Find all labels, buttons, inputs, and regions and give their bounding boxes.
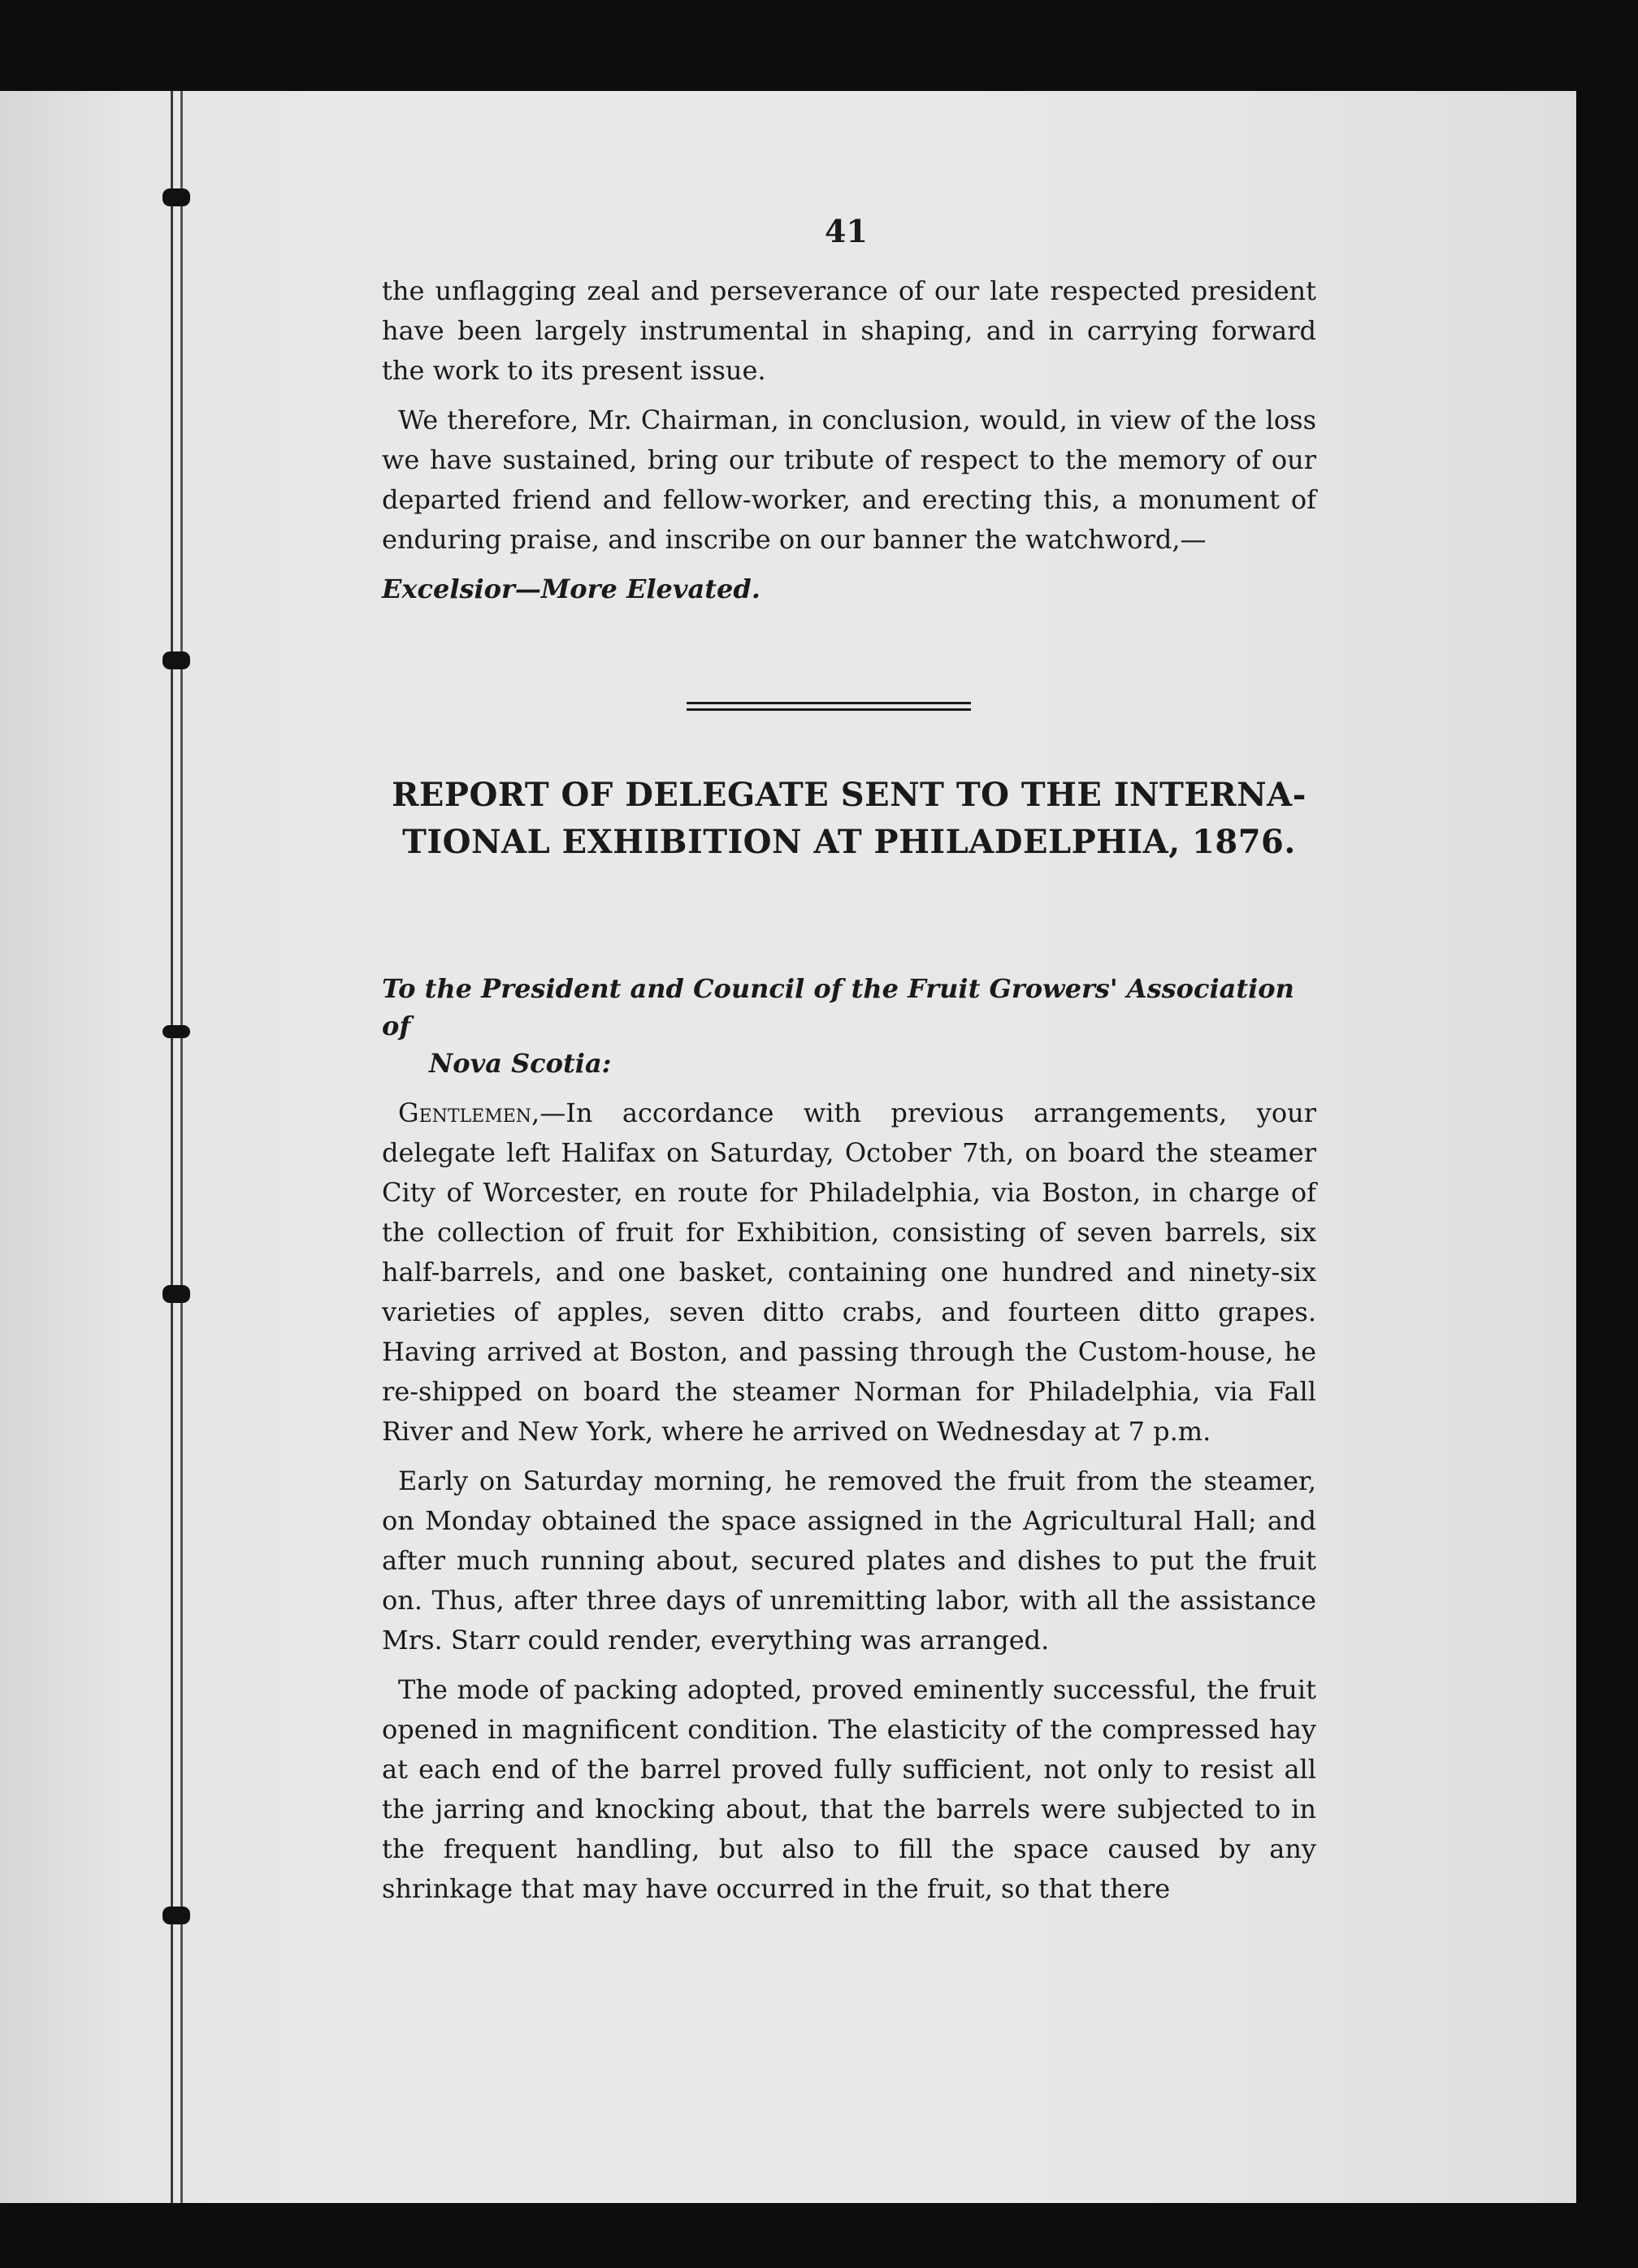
paragraph: the unflagging zeal and perseverance of our late respected president have been largely instrumental in shaping, and in carrying forward the work to its present issue.: [382, 275, 1316, 386]
report-heading: [374, 772, 1324, 866]
stitched-binding: [159, 91, 198, 2203]
binding-knot: [162, 1285, 190, 1303]
page-number: 41: [825, 213, 868, 249]
paragraph: We therefore, Mr. Chairman, in conclusion, would, in view of the loss we have sustained, bring our tribute of respect to the memory of our departed friend and fellow-worker, and erecting this, a monument of enduring praise, and inscribe on our banner the watchword,—: [382, 405, 1316, 555]
salutation-line: Nova Scotia:: [429, 1048, 612, 1079]
paragraph-text: —In accordance with previous arrangements, your delegate left Halifax on Saturday, October 7th, on board the steamer City of Worcester, en route for Philadelphia, via Boston, in charge of the collection of fruit for Exhibition, consisting of seven barrels, six half-barrels, and one basket, containing one hundred and ninety-six varieties of apples, seven ditto crabs, and fourteen ditto grapes. Having arrived at Boston, and passing through the Custom-house, he re-shipped on board the steamer Norman for Philadelphia, via Fall River and New York, where he arrived on Wednesday at 7 p.m.: [382, 1097, 1316, 1447]
binding-knot: [162, 1907, 190, 1924]
paragraph: [382, 1093, 1316, 1452]
salutation: [382, 970, 1316, 1082]
binding-knot: [162, 651, 190, 669]
paragraph: The mode of packing adopted, proved eminently successful, the fruit opened in magnificent condition. The elasticity of the compressed hay at each end of the barrel proved fully sufficient, not only to resist all the jarring and knocking about, that the barrels were subjected to in the frequent handling, but also to fill the space caused by any shrinkage that may have occurred in the fruit, so that there: [382, 1674, 1316, 1904]
binding-thread: [180, 91, 183, 2203]
paragraph: Early on Saturday morning, he removed the fruit from the steamer, on Monday obtained the space assigned in the Agricultural Hall; and after much running about, secured plates and dishes to put the fruit on. Thus, after three days of unremitting labor, with all the assistance Mrs. Starr could render, everything was arranged.: [382, 1465, 1316, 1656]
report-body: [382, 970, 1316, 1919]
gentlemen-address: Gentlemen,: [398, 1097, 540, 1128]
closing-watchword: Excelsior—More Elevated.: [382, 573, 760, 604]
salutation-line: To the President and Council of the Fruit Growers' Association of: [382, 973, 1294, 1041]
previous-section-text: [382, 271, 1316, 609]
heading-line: REPORT OF DELEGATE SENT TO THE INTERNA-: [392, 776, 1306, 814]
section-divider: [687, 702, 971, 704]
binding-thread: [171, 91, 173, 2203]
book-page: [0, 91, 1576, 2203]
binding-knot: [162, 188, 190, 206]
heading-line: TIONAL EXHIBITION AT PHILADELPHIA, 1876.: [402, 823, 1296, 861]
section-divider: [687, 708, 971, 711]
binding-knot: [162, 1025, 190, 1038]
